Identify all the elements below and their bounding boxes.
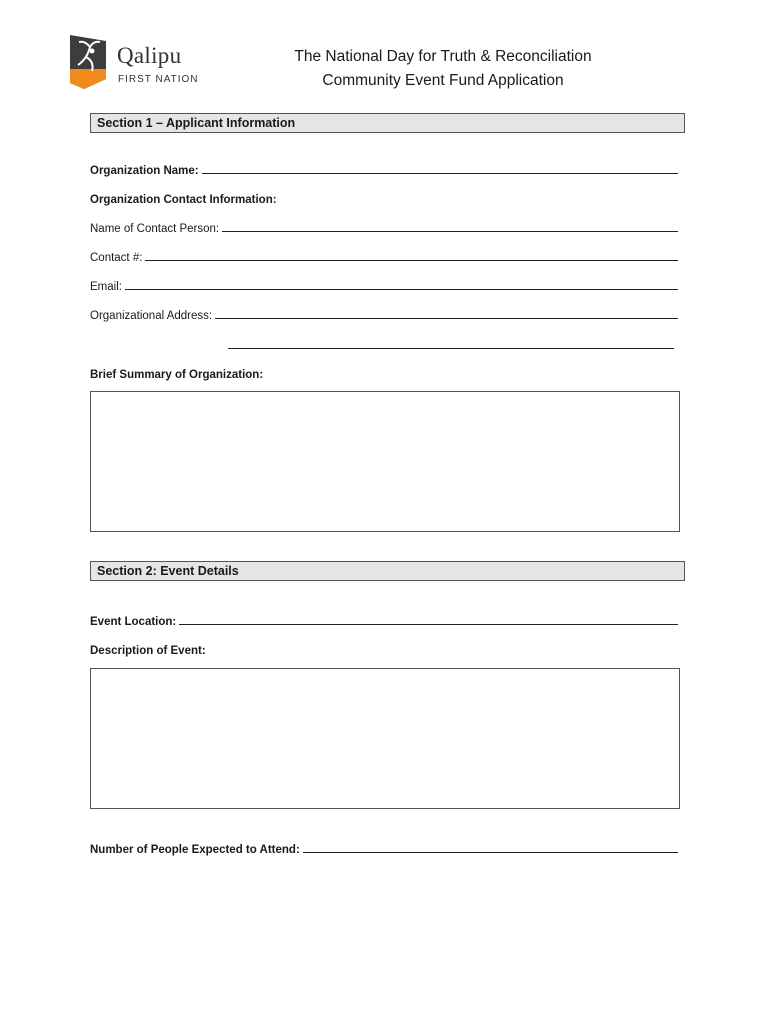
section-1-heading: Section 1 – Applicant Information xyxy=(90,113,685,133)
email-label: Email: xyxy=(90,281,122,293)
organization-summary-textbox[interactable] xyxy=(90,391,680,532)
contact-info-heading-row xyxy=(90,190,678,206)
address-field-line-2[interactable] xyxy=(228,336,674,352)
address-label: Organizational Address: xyxy=(90,310,213,322)
email-field[interactable] xyxy=(90,277,678,293)
section-2-heading: Section 2: Event Details xyxy=(90,561,685,581)
qalipu-logo-mark-icon xyxy=(70,33,112,89)
logo-name: Qalipu xyxy=(117,43,182,68)
attendance-field[interactable] xyxy=(90,840,678,856)
event-description-heading-row xyxy=(90,641,678,657)
summary-label: Brief Summary of Organization: xyxy=(90,369,264,381)
organization-name-line[interactable] xyxy=(202,173,678,174)
form-title-line-2: Community Event Fund Application xyxy=(322,72,564,89)
logo-subtitle: FIRST NATION xyxy=(118,74,199,85)
form-title-line-1: The National Day for Truth & Reconciliation xyxy=(294,48,592,65)
email-line[interactable] xyxy=(125,289,678,290)
event-description-textbox[interactable] xyxy=(90,668,680,809)
contact-number-line[interactable] xyxy=(145,260,678,261)
contact-info-label: Organization Contact Information: xyxy=(90,194,277,206)
event-description-label: Description of Event: xyxy=(90,645,206,657)
event-location-line[interactable] xyxy=(179,624,678,625)
address-field[interactable] xyxy=(90,306,678,322)
contact-person-label: Name of Contact Person: xyxy=(90,223,220,235)
qalipu-logo xyxy=(70,33,200,89)
contact-number-field[interactable] xyxy=(90,248,678,264)
event-location-label: Event Location: xyxy=(90,616,177,628)
organization-name-field[interactable] xyxy=(90,161,678,177)
organization-name-label: Organization Name: xyxy=(90,165,199,177)
attendance-line[interactable] xyxy=(303,852,678,853)
contact-person-line[interactable] xyxy=(222,231,678,232)
contact-number-label: Contact #: xyxy=(90,252,143,264)
summary-heading-row xyxy=(90,365,678,381)
address-line-2[interactable] xyxy=(228,348,674,349)
address-line-1[interactable] xyxy=(215,318,678,319)
event-location-field[interactable] xyxy=(90,612,678,628)
contact-person-field[interactable] xyxy=(90,219,678,235)
attendance-label: Number of People Expected to Attend: xyxy=(90,844,300,856)
